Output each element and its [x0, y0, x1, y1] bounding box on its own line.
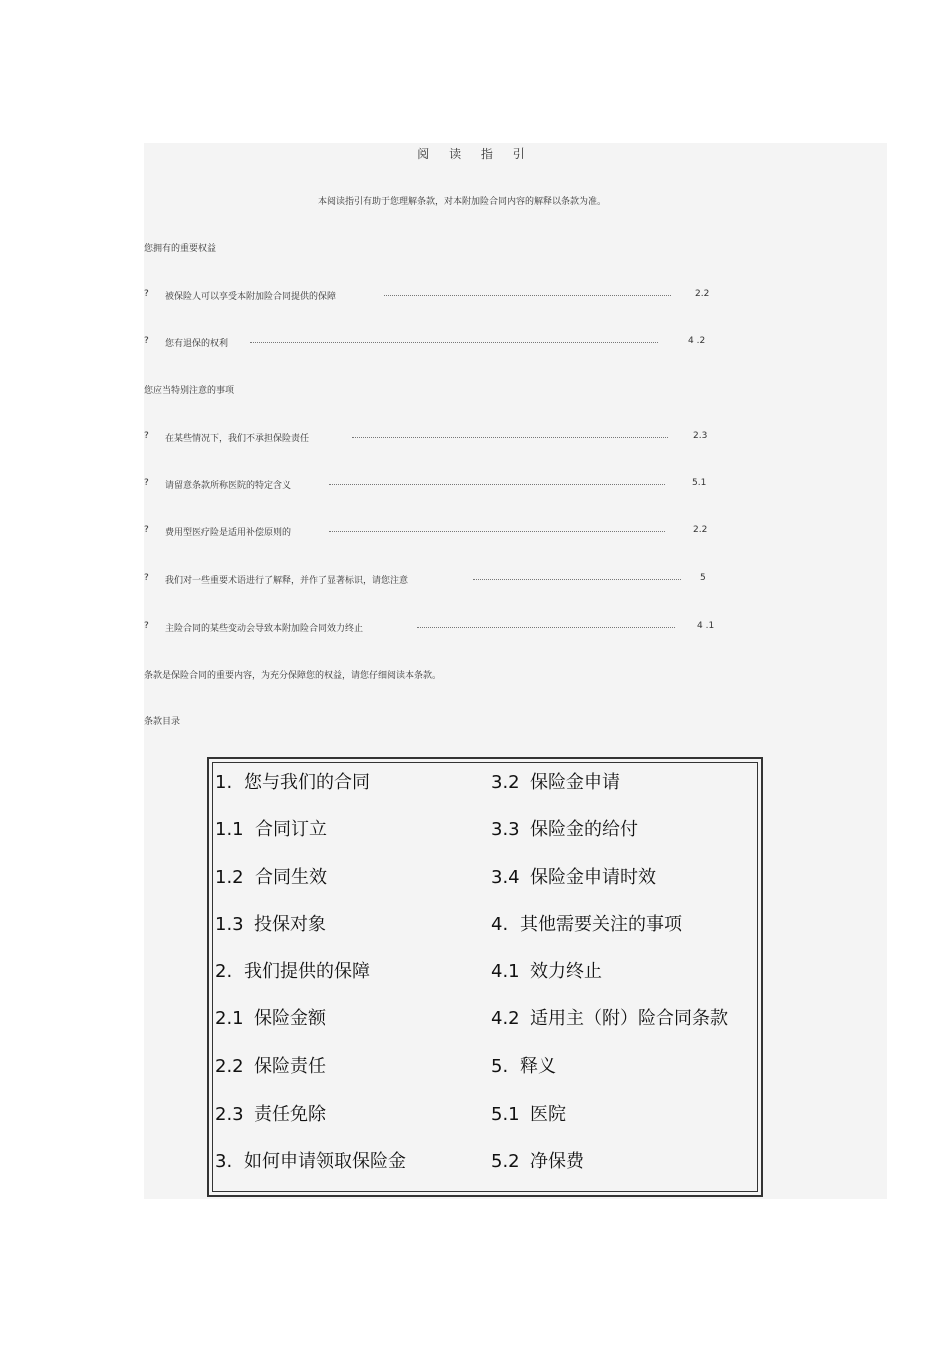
notices-heading: 您应当特别注意的事项 — [144, 386, 235, 396]
dot-leader — [384, 295, 671, 296]
toc-label: 净保费 — [530, 1151, 584, 1172]
toc-number: 3.3 — [491, 819, 520, 840]
toc-number: 2.2 — [215, 1056, 244, 1077]
toc-entry[interactable] — [215, 1004, 326, 1030]
intro-text: 本阅读指引有助于您理解条款，对本附加险合同内容的解释以条款为准。 — [317, 197, 606, 207]
item-ref: 2.3 — [693, 431, 708, 441]
item-ref: 5 — [700, 573, 706, 583]
item-text: 在某些情况下，我们不承担保险责任 — [165, 434, 310, 444]
toc-label: 适用主（附）险合同条款 — [530, 1008, 728, 1029]
toc-number: 1.2 — [215, 867, 244, 888]
closing-text: 条款是保险合同的重要内容，为充分保障您的权益，请您仔细阅读本条款。 — [144, 671, 442, 681]
toc-label: 合同订立 — [255, 819, 327, 840]
toc-label: 保险金的给付 — [530, 819, 638, 840]
toc-entry[interactable] — [215, 1052, 326, 1078]
toc-entry[interactable] — [215, 910, 326, 936]
toc-number: 3. — [215, 1151, 233, 1172]
item-ref: 4 .1 — [697, 621, 715, 631]
bullet-glyph: ? — [144, 431, 149, 441]
toc-number: 4.2 — [491, 1008, 520, 1029]
item-ref: 2.2 — [693, 525, 708, 535]
toc-entry[interactable] — [491, 1004, 728, 1030]
bullet-glyph: ? — [144, 573, 149, 583]
toc-heading: 条款目录 — [144, 717, 181, 727]
toc-entry[interactable] — [491, 768, 620, 794]
toc-label: 释义 — [520, 1056, 556, 1077]
dot-leader — [329, 531, 665, 532]
toc-entry[interactable] — [215, 863, 327, 889]
dot-leader — [417, 627, 675, 628]
toc-number: 2.3 — [215, 1104, 244, 1125]
toc-label: 其他需要关注的事项 — [520, 914, 682, 935]
toc-number: 5.2 — [491, 1151, 520, 1172]
toc-number: 1.3 — [215, 914, 244, 935]
item-text: 费用型医疗险是适用补偿原则的 — [165, 528, 292, 538]
toc-number: 5. — [491, 1056, 509, 1077]
toc-label: 保险责任 — [254, 1056, 326, 1077]
item-text: 主险合同的某些变动会导致本附加险合同效力终止 — [165, 624, 364, 634]
toc-number: 4. — [491, 914, 509, 935]
toc-number: 1.1 — [215, 819, 244, 840]
item-text: 被保险人可以享受本附加险合同提供的保障 — [165, 292, 337, 302]
item-text: 您有退保的权利 — [165, 339, 229, 349]
toc-entry[interactable] — [491, 863, 656, 889]
toc-number: 3.4 — [491, 867, 520, 888]
toc-entry[interactable] — [491, 910, 682, 936]
toc-label: 保险金额 — [254, 1008, 326, 1029]
dot-leader — [250, 342, 658, 343]
item-ref: 4 .2 — [688, 336, 706, 346]
toc-number: 2. — [215, 961, 233, 982]
toc-label: 保险金申请时效 — [530, 867, 656, 888]
item-text: 请留意条款所称医院的特定含义 — [165, 481, 292, 491]
toc-label: 投保对象 — [254, 914, 326, 935]
dot-leader — [329, 484, 665, 485]
bullet-glyph: ? — [144, 525, 149, 535]
toc-label: 如何申请领取保险金 — [244, 1151, 406, 1172]
toc-label: 保险金申请 — [530, 772, 620, 793]
page-title: 阅 读 指 引 — [417, 147, 533, 161]
toc-number: 2.1 — [215, 1008, 244, 1029]
bullet-glyph: ? — [144, 621, 149, 631]
toc-label: 您与我们的合同 — [244, 772, 370, 793]
toc-entry[interactable] — [491, 1147, 584, 1173]
toc-entry[interactable] — [491, 815, 638, 841]
item-ref: 2.2 — [695, 289, 710, 299]
toc-entry[interactable] — [215, 1100, 326, 1126]
toc-number: 1. — [215, 772, 233, 793]
toc-entry[interactable] — [215, 815, 327, 841]
toc-label: 责任免除 — [254, 1104, 326, 1125]
toc-entry[interactable] — [215, 957, 370, 983]
toc-label: 医院 — [530, 1104, 566, 1125]
dot-leader — [352, 437, 668, 438]
toc-entry[interactable] — [215, 768, 370, 794]
rights-heading: 您拥有的重要权益 — [144, 244, 217, 254]
toc-entry[interactable] — [491, 1052, 556, 1078]
bullet-glyph: ? — [144, 289, 149, 299]
toc-label: 合同生效 — [255, 867, 327, 888]
toc-entry[interactable] — [491, 1100, 566, 1126]
dot-leader — [473, 579, 681, 580]
bullet-glyph: ? — [144, 336, 149, 346]
toc-number: 4.1 — [491, 961, 520, 982]
item-text: 我们对一些重要术语进行了解释，并作了显著标识，请您注意 — [165, 576, 409, 586]
toc-label: 我们提供的保障 — [244, 961, 370, 982]
item-ref: 5.1 — [692, 478, 707, 488]
toc-number: 3.2 — [491, 772, 520, 793]
toc-entry[interactable] — [215, 1147, 406, 1173]
toc-label: 效力终止 — [530, 961, 602, 982]
toc-entry[interactable] — [491, 957, 602, 983]
toc-number: 5.1 — [491, 1104, 520, 1125]
bullet-glyph: ? — [144, 478, 149, 488]
